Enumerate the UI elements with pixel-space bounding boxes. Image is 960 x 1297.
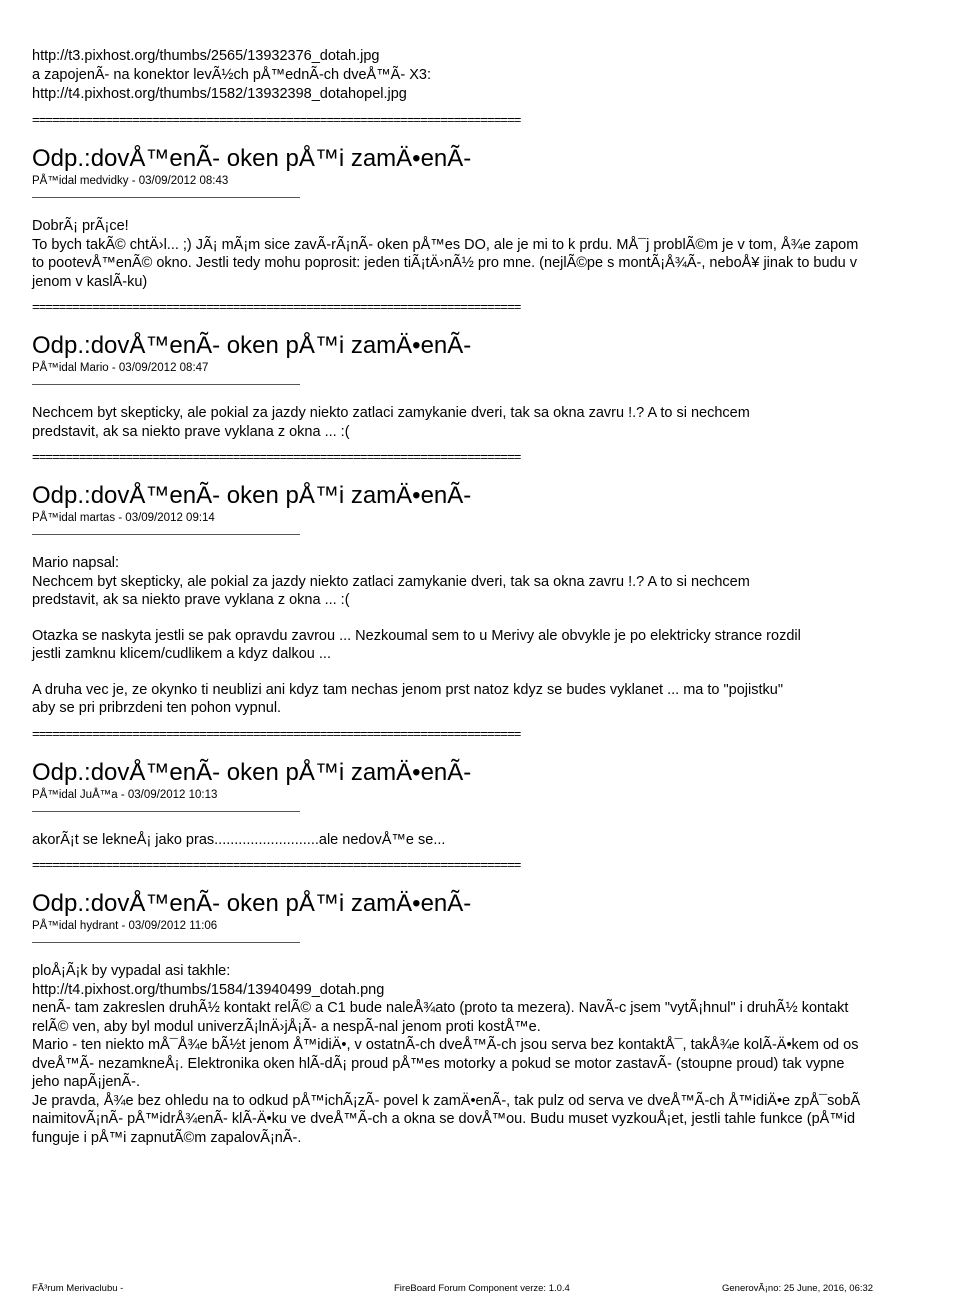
footer-forum-name: FÃ³rum Merivaclubu - xyxy=(32,1283,124,1294)
post-line: To bych takÃ© chtÄ›l... ;) JÃ¡ mÃ¡m sice zavÃ-rÃ¡nÃ- oken pÅ™es DO, ale je mi to k prdu. MÅ¯j problÃ©m je v tom, Å¾e zapom xyxy=(32,236,859,253)
paragraph-gap xyxy=(32,664,960,681)
post-body xyxy=(32,962,960,1147)
post-line: dveÅ™Ã- nezamkneÅ¡. Elektronika oken hlÃ-dÃ¡ proud pÅ™es motorky a pokud se motor zastavÃ- (stoupne proud) tak vypne xyxy=(32,1055,845,1072)
intro-line: a zapojenÃ- na konektor levÃ½ch pÅ™ednÃ-ch dveÅ™Ã- X3: xyxy=(32,67,431,83)
post-title: Odp.:dovÅ™enÃ- oken pÅ™i zamÄ•enÃ- xyxy=(32,890,472,917)
intro-line[interactable]: http://t3.pixhost.org/thumbs/2565/13932376_dotah.jpg xyxy=(32,48,380,64)
post-line: funguje i pÅ™i zapnutÃ©m zapalovÃ¡nÃ-. xyxy=(32,1129,302,1146)
separator: ========================================================================= xyxy=(32,112,521,127)
post-line: predstavit, ak sa niekto prave vyklana z okna ... :( xyxy=(32,423,350,440)
separator: ========================================================================= xyxy=(32,299,521,314)
page-content xyxy=(32,47,960,1147)
post-line: naimitovÃ¡nÃ- pÅ™idrÅ¾enÃ- klÃ-Ä•ku ve dveÅ™Ã-ch a okna se dovÅ™ou. Budu muset vyzkouÅ¡et, jestli tahle funkce (pÅ™id xyxy=(32,1111,856,1127)
post-link[interactable]: http://t4.pixhost.org/thumbs/1584/13940499_dotah.png xyxy=(32,981,385,998)
post-meta: PÅ™idal Mario - 03/09/2012 08:47 xyxy=(32,362,209,374)
post-line: to pootevÅ™enÃ© okno. Jestli tedy mohu poprosit: jeden tiÃ¡tÄ›nÃ½ pro mne. (nejlÃ©pe s montÃ¡Å¾Ã-, neboÅ¥ jinak to budu v xyxy=(32,255,857,271)
post xyxy=(32,332,960,441)
post-divider xyxy=(32,811,300,812)
post-divider xyxy=(32,197,300,198)
post-title: Odp.:dovÅ™enÃ- oken pÅ™i zamÄ•enÃ- xyxy=(32,758,472,786)
separator: ========================================================================= xyxy=(32,449,521,464)
post-divider xyxy=(32,534,300,535)
post-line: Mario - ten niekto mÅ¯Å¾e bÃ½t jenom Å™idiÄ•, v ostatnÃ-ch dveÅ™Ã-ch jsou serva bez kontaktÅ¯, takÅ¾e kolÃ-Ä•kem od os xyxy=(32,1037,859,1053)
intro-line[interactable]: http://t4.pixhost.org/thumbs/1582/13932398_dotahopel.jpg xyxy=(32,86,407,102)
post-body xyxy=(32,217,960,291)
post-line: predstavit, ak sa niekto prave vyklana z okna ... :( xyxy=(32,592,350,608)
post-line: Nechcem byt skepticky, ale pokial za jazdy niekto zatlaci zamykanie dveri, tak sa okna zavru !.? A to si nechcem xyxy=(32,573,750,590)
post-line: Mario napsal: xyxy=(32,555,120,571)
post-divider xyxy=(32,384,300,385)
post-body xyxy=(32,404,960,441)
post-line: jenom v kaslÃ-ku) xyxy=(32,273,148,290)
post-meta: PÅ™idal JuÅ™a - 03/09/2012 10:13 xyxy=(32,788,218,801)
post xyxy=(32,759,960,850)
post-line: jestli zamknu klicem/cudlikem a kdyz dalkou ... xyxy=(32,646,331,662)
post-divider xyxy=(32,942,300,943)
paragraph-gap xyxy=(32,610,960,627)
post-meta: PÅ™idal hydrant - 03/09/2012 11:06 xyxy=(32,920,218,932)
intro xyxy=(32,47,960,104)
post-line: jeho napÃ¡jenÃ-. xyxy=(32,1074,141,1090)
separator: ========================================================================= xyxy=(32,725,521,741)
post xyxy=(32,890,960,1147)
post-meta: PÅ™idal martas - 03/09/2012 09:14 xyxy=(32,512,215,524)
post-line: DobrÃ¡ prÃ¡ce! xyxy=(32,218,129,234)
post-body xyxy=(32,831,960,850)
post-meta: PÅ™idal medvidky - 03/09/2012 08:43 xyxy=(32,175,229,187)
post-body xyxy=(32,554,960,718)
post-line: Otazka se naskyta jestli se pak opravdu zavrou ... Nezkoumal sem to u Merivy ale obvykle je po elektricky strance rozdil xyxy=(32,627,801,644)
post-title: Odp.:dovÅ™enÃ- oken pÅ™i zamÄ•enÃ- xyxy=(32,332,472,359)
post xyxy=(32,482,960,718)
post-line: ploÅ¡Ã¡k by vypadal asi takhle: xyxy=(32,963,231,979)
footer-component: FireBoard Forum Component verze: 1.0.4 xyxy=(394,1283,570,1294)
post-line: relÃ© ven, aby byl modul univerzÃ¡lnÄ›jÅ¡Ã- a nespÃ-nal jenom proti kostÅ™e. xyxy=(32,1018,541,1035)
post-line: aby se pri pribrzdeni ten pohon vypnul. xyxy=(32,700,282,716)
footer-generated: GenerovÃ¡no: 25 June, 2016, 06:32 xyxy=(722,1283,874,1294)
separator: ========================================================================= xyxy=(32,857,521,872)
post xyxy=(32,145,960,291)
post-line: nenÃ- tam zakreslen druhÃ½ kontakt relÃ© a C1 bude naleÅ¾ato (proto ta mezera). NavÃ-c jsem "vytÃ¡hnul" i druhÃ½ kontakt xyxy=(32,1000,849,1016)
post-title: Odp.:dovÅ™enÃ- oken pÅ™i zamÄ•enÃ- xyxy=(32,482,472,509)
post-line: A druha vec je, ze okynko ti neublizi ani kdyz tam nechas jenom prst natoz kdyz se budes vyklanet ... ma to "pojistku" xyxy=(32,681,783,698)
post-title: Odp.:dovÅ™enÃ- oken pÅ™i zamÄ•enÃ- xyxy=(32,145,472,172)
post-line: Je pravda, Å¾e bez ohledu na to odkud pÅ™ichÃ¡zÃ- povel k zamÄ•enÃ-, tak pulz od serva ve dveÅ™Ã-ch Å™idiÄ•e zpÅ¯sobÃ xyxy=(32,1092,861,1109)
post-line: akorÃ¡t se lekneÅ¡ jako pras..........................ale nedovÅ™e se... xyxy=(32,831,446,848)
post-line: Nechcem byt skepticky, ale pokial za jazdy niekto zatlaci zamykanie dveri, tak sa okna zavru !.? A to si nechcem xyxy=(32,405,750,421)
